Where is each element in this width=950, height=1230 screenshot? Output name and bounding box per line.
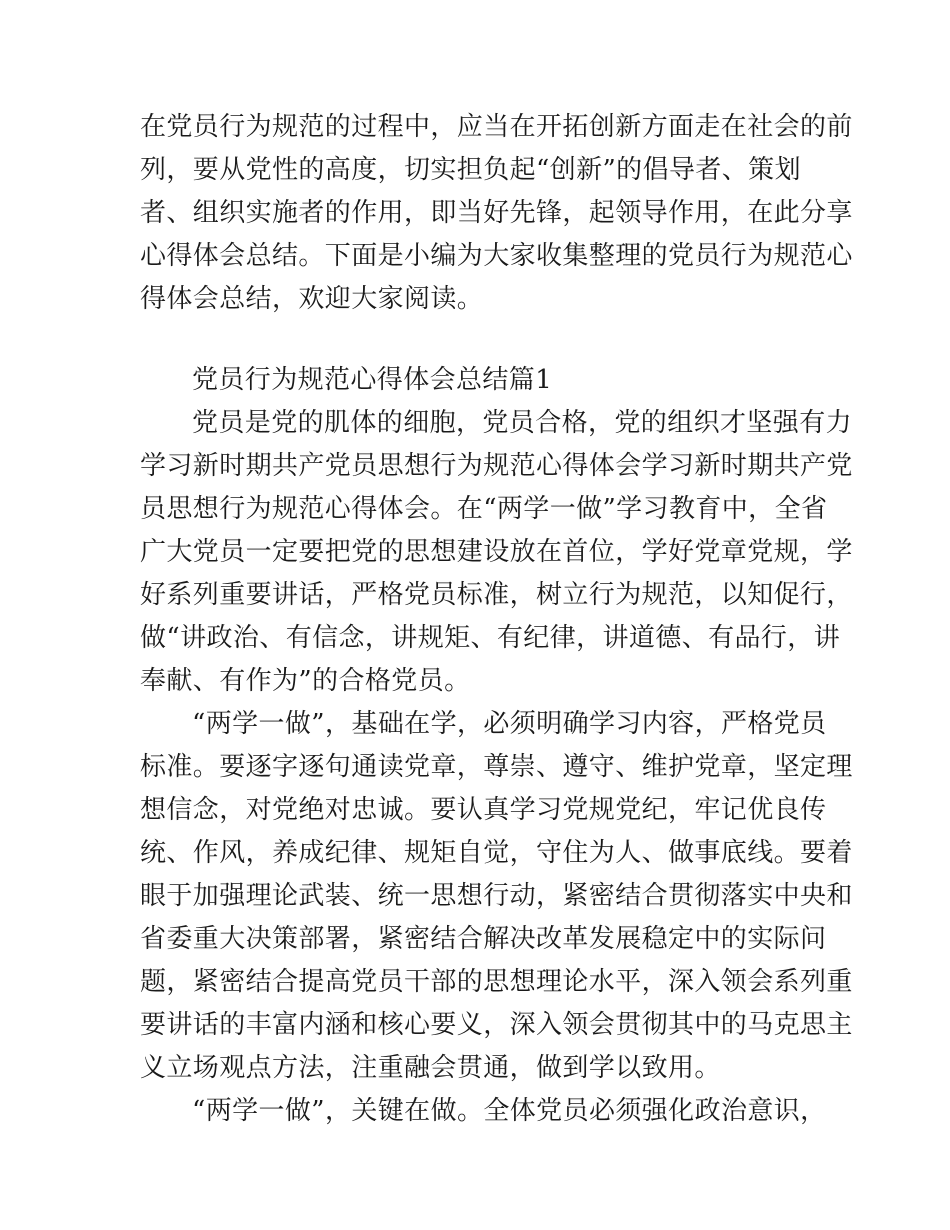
text-line: 奉献、有作为”的合格党员。	[140, 666, 471, 696]
text-line: 在党员行为规范的过程中，应当在开拓创新方面走在社会的前	[140, 112, 853, 142]
text-line: 广大党员一定要把党的思想建设放在首位，学好党章党规，学	[140, 537, 853, 567]
text-line: 想信念，对党绝对忠诚。要认真学习党规党纪，牢记优良传	[140, 795, 827, 825]
paragraph-3	[140, 1090, 827, 1133]
text-line: 统、作风，养成纪律、规矩自觉，守住为人、做事底线。要着	[140, 838, 853, 868]
text-line: 心得体会总结。下面是小编为大家收集整理的党员行为规范心	[140, 241, 853, 271]
text-line: 列，要从党性的高度，切实担负起“创新”的倡导者、策划	[140, 155, 801, 185]
text-line: 要讲话的丰富内涵和核心要义，深入领会贯彻其中的马克思主	[140, 1010, 853, 1040]
text-line: 学习新时期共产党员思想行为规范心得体会学习新时期共产党	[140, 451, 853, 481]
paragraph-2	[140, 703, 853, 1090]
text-line: “两学一做”，关键在做。全体党员必须强化政治意识，	[192, 1096, 827, 1126]
text-line: 眼于加强理论武装、统一思想行动，紧密结合贯彻落实中央和	[140, 881, 853, 911]
text-line: 得体会总结，欢迎大家阅读。	[140, 284, 484, 314]
intro-paragraph	[140, 106, 853, 321]
text-line: 员思想行为规范心得体会。在“两学一做”学习教育中，全省	[140, 494, 828, 524]
text-line: 者、组织实施者的作用，即当好先锋，起领导作用，在此分享	[140, 198, 853, 228]
text-line: 做“讲政治、有信念，讲规矩、有纪律，讲道德、有品行，讲	[140, 623, 841, 653]
text-line: “两学一做”，基础在学，必须明确学习内容，严格党员	[192, 709, 827, 739]
paragraph-1	[140, 402, 853, 703]
text-line: 省委重大决策部署，紧密结合解决改革发展稳定中的实际问	[140, 924, 827, 954]
text-line: 标准。要逐字逐句通读党章，尊崇、遵守、维护党章，坚定理	[140, 752, 853, 782]
text-line: 义立场观点方法，注重融会贯通，做到学以致用。	[140, 1053, 721, 1083]
article-body	[140, 359, 853, 1133]
text-line: 党员是党的肌体的细胞，党员合格，党的组织才坚强有力	[192, 408, 853, 438]
text-line: 好系列重要讲话，严格党员标准，树立行为规范，以知促行，	[140, 580, 853, 610]
article-heading: 党员行为规范心得体会总结篇1	[192, 365, 553, 395]
text-line: 题，紧密结合提高党员干部的思想理论水平，深入领会系列重	[140, 967, 853, 997]
